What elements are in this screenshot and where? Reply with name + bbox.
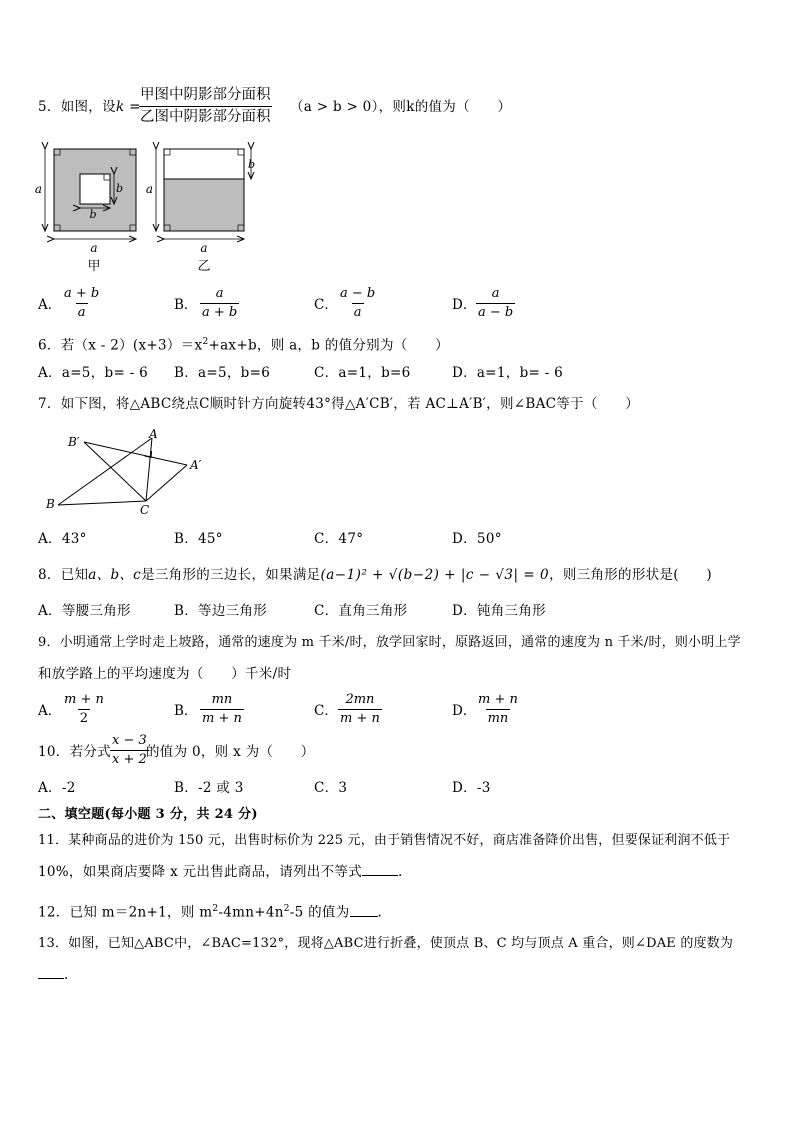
q9-option-d-fraction[interactable] [476,692,520,727]
figure-yi [146,149,255,255]
q8-option-b[interactable]: B．等边三角形 [174,603,268,619]
q8-vars: a、b、c [88,567,142,583]
q12-part-c: -5 的值为 [289,904,350,921]
q5-option-d-num: a [491,286,500,301]
q8-expression: (a−1)² + √(b−2) + |c − √3| = 0 [320,567,550,583]
q7-label-A: A [149,427,158,441]
q5-option-b-num: a [215,286,224,301]
q10-option-c[interactable]: C．3 [314,780,348,796]
q9-stem-line2: 和放学路上的平均速度为（ ）千米/时 [38,666,292,682]
q5-option-b-den: a + b [202,305,238,320]
q9-option-c-num: 2mn [345,692,375,707]
q12-part-b: -4mn+4n [218,904,284,921]
q6-stem-sup: 2 [202,337,209,347]
q10-prefix: 10．若分式 [38,744,111,760]
q5-option-b-letter[interactable]: B． [174,297,198,313]
q12-period: . [377,904,383,921]
q5-option-c-den: a [353,305,362,320]
jia-label-b-right: b [116,182,124,195]
q7-segment-B1C [84,442,146,501]
q8-option-a[interactable]: A．等腰三角形 [38,603,131,619]
q5-option-a-fraction[interactable] [62,286,101,321]
q7-segment-B1A1 [84,442,187,465]
q5-option-b-fraction[interactable] [200,286,239,321]
q10-option-a[interactable]: A．-2 [38,780,76,796]
jia-label-a-bottom: a [90,241,98,255]
q12-sup1: 2 [212,904,219,914]
q5-option-d-fraction[interactable] [476,286,515,321]
q12-answer-blank[interactable] [350,916,378,917]
jia-inner-square [80,174,110,204]
q9-option-b-den: m + n [202,711,242,726]
label-jia: 甲 [87,259,101,274]
q7-segment-CA1 [146,465,187,501]
q8-stem-part-c: ，则三角形的形状是( ) [549,567,712,583]
q6-stem-part-a: 6．若（x - 2）(x+3）＝x [38,337,203,354]
q5-stem-prefix: 5．如图，设 [38,99,116,115]
q5-figures [36,140,266,280]
q9-option-c-fraction[interactable] [338,692,382,727]
q9-option-c-letter[interactable]: C． [314,703,338,719]
q5-option-c-fraction[interactable] [338,286,377,321]
q9-option-b-num: mn [211,692,233,707]
q7-label-B: B [46,497,55,511]
q11-line2-text: 10%，如果商店要降 x 元出售此商品，请列出不等式 [38,864,363,880]
q6-option-d[interactable]: D．a=1，b= - 6 [452,365,564,381]
q6-stem [38,333,449,355]
q5-ratio-fraction [139,86,272,127]
q7-stem: 7．如下图，将△ABC绕点C顺时针方向旋转43°得△A′CB′，若 AC⊥A′B′，则∠BAC等于（ ） [38,396,640,412]
q7-option-c[interactable]: C．47° [314,531,364,547]
q6-stem-part-b: +ax+b，则 a，b 的值分别为（ ） [208,337,449,354]
q12-part-a: 12．已知 m＝2n+1，则 m [38,904,213,921]
q7-label-B1: B′ [68,435,80,449]
q5-option-d-letter[interactable]: D． [452,297,477,313]
q7-segment-BC [58,501,146,505]
q13-stem-line2 [38,966,69,984]
q8-stem [38,566,712,584]
q11-period: . [398,864,403,880]
q13-stem-line1: 13．如图，已知△ABC中，∠BAC=132°，现将△ABC进行折叠，使顶点 B、C 均与顶点 A 重合，则∠DAE 的度数为 [38,936,734,951]
q8-option-c[interactable]: C．直角三角形 [314,603,408,619]
yi-label-b: b [248,158,256,171]
q6-option-b[interactable]: B．a=5，b=6 [174,365,271,381]
q10-den: x + 2 [112,752,147,767]
q5-option-a-num: a + b [64,286,100,301]
q9-option-d-den: mn [487,711,509,726]
label-yi: 乙 [197,259,211,274]
q13-answer-blank[interactable] [38,978,64,979]
q5-option-d-den: a − b [478,305,514,320]
q6-option-a[interactable]: A．a=5，b= - 6 [38,365,148,381]
q5-ratio-numerator: 甲图中阴影部分面积 [140,87,271,103]
q9-option-b-letter[interactable]: B． [174,703,198,719]
q7-option-b[interactable]: B．45° [174,531,223,547]
yi-label-a-left: a [145,182,153,196]
q5-option-a-letter[interactable]: A． [38,297,62,313]
q12-stem [38,900,382,922]
q10-suffix: 的值为 0，则 x 为（ ） [146,744,315,760]
q5-option-c-num: a − b [340,286,376,301]
q13-period: . [64,967,69,983]
q11-stem-line2 [38,863,403,881]
q12-sup2: 2 [283,904,290,914]
q7-figure [44,428,219,516]
yi-shaded-rect [164,179,244,231]
q9-option-c-den: m + n [340,711,380,726]
q7-option-a[interactable]: A．43° [38,531,87,547]
q9-option-a-num: m + n [64,692,104,707]
q5-k-equals: k = [116,99,141,115]
q5-ratio-denominator: 乙图中阴影部分面积 [139,106,272,127]
jia-label-b-bottom: b [89,208,97,221]
q8-stem-part-a: 8．已知 [38,567,89,583]
jia-label-a-left: a [34,182,42,196]
q9-option-d-num: m + n [478,692,518,707]
q10-num: x − 3 [112,733,147,748]
q9-option-a-letter[interactable]: A． [38,703,62,719]
q11-stem-line1: 11．某种商品的进价为 150 元，出售时标价为 225 元，由于销售情况不好，商店准备降价出售，但要保证利润不低于 [38,833,731,848]
q5-option-c-letter[interactable]: C． [314,297,338,313]
q10-option-d[interactable]: D．-3 [452,780,491,796]
q10-option-b[interactable]: B．-2 或 3 [174,780,244,796]
yi-label-a-bottom: a [200,241,208,255]
q6-option-c[interactable]: C．a=1，b=6 [314,365,411,381]
q7-option-d[interactable]: D．50° [452,531,502,547]
q7-label-A1: A′ [190,458,202,472]
q9-stem-line1: 9．小明通常上学时走上坡路，通常的速度为 m 千米/时，放学回家时，原路返回，通常的速度为 n 千米/时，则小明上学 [38,635,741,650]
section-2-title: 二、填空题(每小题 3 分，共 24 分) [38,807,258,822]
q8-stem-part-b: 是三角形的三边长，如果满足 [141,567,321,583]
figure-jia [35,149,136,255]
q7-label-C: C [140,503,150,517]
q5-condition: （a > b > 0），则k的值为（ ） [290,99,512,115]
q8-option-d[interactable]: D．钝角三角形 [452,603,546,619]
q9-option-b-fraction[interactable] [200,692,244,727]
q9-option-d-letter[interactable]: D． [452,703,477,719]
q7-segment-CA [146,438,152,501]
q11-answer-blank[interactable] [362,875,398,876]
q9-option-a-den: 2 [79,711,89,726]
q10-fraction [110,733,149,768]
q5-option-a-den: a [77,305,86,320]
q9-option-a-fraction[interactable] [62,692,106,727]
